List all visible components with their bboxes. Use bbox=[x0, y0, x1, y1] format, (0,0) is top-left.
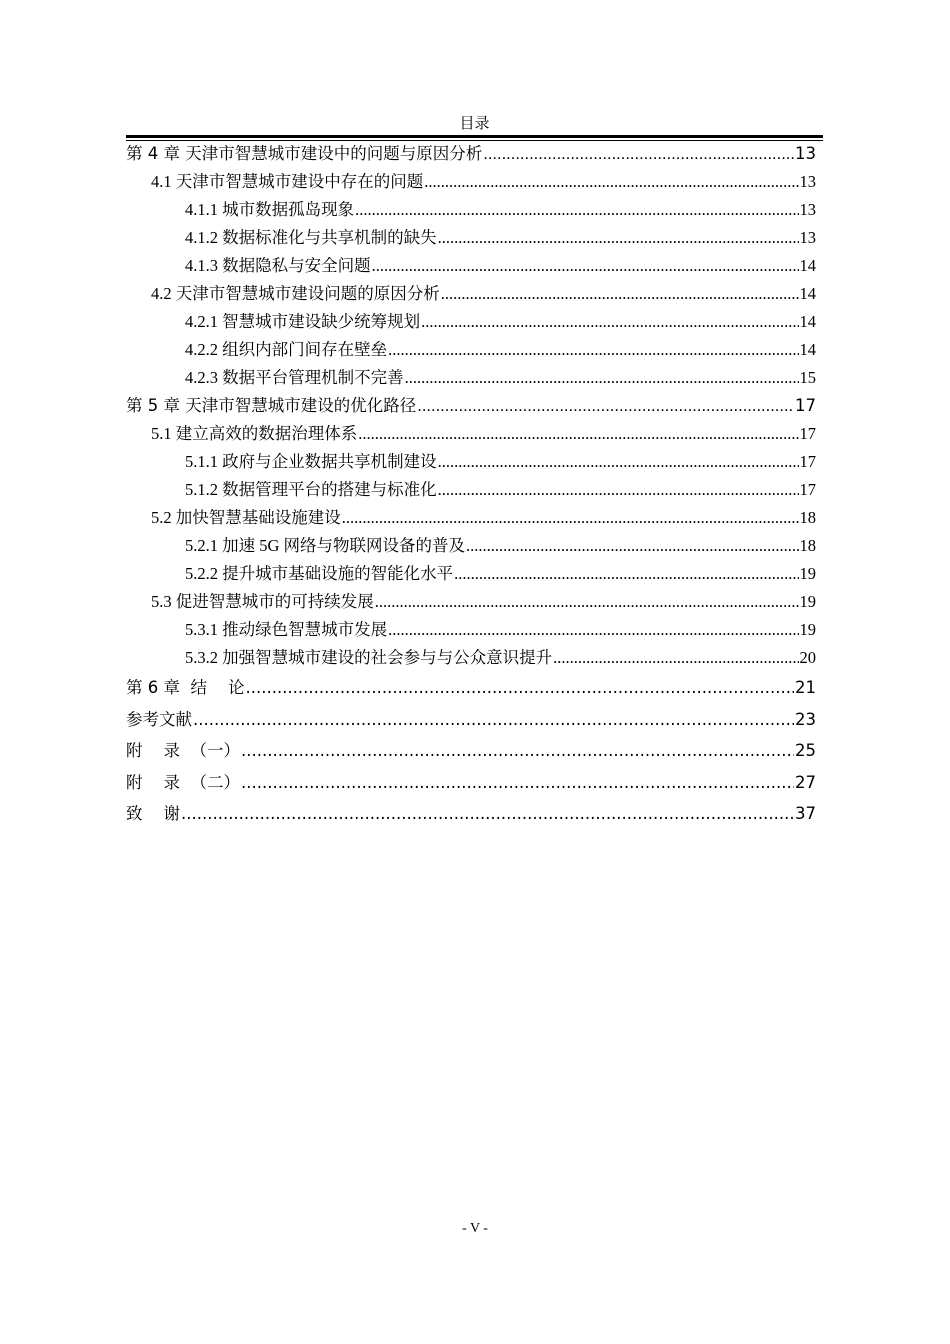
toc-leader-dots bbox=[405, 364, 799, 392]
toc-entry-page: 23 bbox=[795, 709, 816, 729]
toc-entry-title: 5.3.2 加强智慧城市建设的社会参与与公众意识提升 bbox=[185, 648, 553, 667]
toc-leader-dots bbox=[245, 672, 794, 704]
toc-entry-page: 15 bbox=[799, 368, 816, 387]
toc-entry-page: 21 bbox=[795, 678, 816, 697]
toc-entry-page: 14 bbox=[799, 256, 816, 275]
toc-entry-page: 25 bbox=[795, 741, 816, 760]
toc-leader-dots bbox=[483, 140, 794, 168]
toc-entry-section-5-2[interactable] bbox=[126, 504, 816, 532]
toc-entry-page: 17 bbox=[799, 452, 816, 471]
toc-entry-title: 5.2.1 加速 5G 网络与物联网设备的普及 bbox=[185, 536, 466, 555]
toc-leader-dots bbox=[466, 532, 798, 560]
toc-leader-dots bbox=[388, 336, 798, 364]
toc-entry-title: 4.2.3 数据平台管理机制不完善 bbox=[185, 368, 404, 387]
toc-leader-dots bbox=[241, 735, 794, 767]
toc-leader-dots bbox=[388, 616, 798, 644]
toc-entry-page: 14 bbox=[799, 312, 816, 331]
header-rule-thick bbox=[126, 135, 823, 138]
toc-entry-page: 13 bbox=[799, 228, 816, 247]
toc-leader-dots bbox=[355, 196, 798, 224]
toc-entry-page: 19 bbox=[799, 620, 816, 639]
toc-entry-section-4-2-2[interactable] bbox=[126, 336, 816, 364]
toc-leader-dots bbox=[193, 704, 794, 736]
toc-entry-title: 5.1 建立高效的数据治理体系 bbox=[151, 424, 358, 443]
toc-entry-acknowledgements[interactable] bbox=[126, 798, 816, 830]
toc-leader-dots bbox=[553, 644, 798, 672]
toc-entry-section-4-2[interactable] bbox=[126, 280, 816, 308]
toc-entry-section-5-1-1[interactable] bbox=[126, 448, 816, 476]
toc-entry-section-5-2-2[interactable] bbox=[126, 560, 816, 588]
toc-entry-page: 13 bbox=[799, 200, 816, 219]
toc-entry-title: 5.1.1 政府与企业数据共享机制建设 bbox=[185, 452, 437, 471]
toc-entry-page: 17 bbox=[799, 480, 816, 499]
toc-entry-page: 18 bbox=[799, 508, 816, 527]
toc-entry-page: 20 bbox=[799, 648, 816, 667]
toc-entry-section-5-1-2[interactable] bbox=[126, 476, 816, 504]
toc-entry-title: 5.1.2 数据管理平台的搭建与标准化 bbox=[185, 480, 437, 499]
toc-entry-chapter-6[interactable] bbox=[126, 672, 816, 704]
toc-entry-page: 19 bbox=[799, 564, 816, 583]
table-of-contents bbox=[126, 140, 816, 830]
toc-entry-section-4-1-1[interactable] bbox=[126, 196, 816, 224]
toc-entry-title: 4.1.3 数据隐私与安全问题 bbox=[185, 256, 371, 275]
toc-entry-page: 13 bbox=[799, 172, 816, 191]
toc-entry-page: 14 bbox=[799, 340, 816, 359]
toc-entry-title: 第 4 章 天津市智慧城市建设中的问题与原因分析 bbox=[126, 144, 483, 163]
toc-entry-section-4-2-1[interactable] bbox=[126, 308, 816, 336]
toc-entry-page: 17 bbox=[795, 396, 816, 415]
toc-leader-dots bbox=[241, 767, 794, 799]
toc-entry-chapter-4[interactable] bbox=[126, 140, 816, 168]
toc-entry-title: 4.2.2 组织内部门间存在壁垒 bbox=[185, 340, 388, 359]
toc-entry-appendix-2[interactable] bbox=[126, 767, 816, 799]
toc-leader-dots bbox=[441, 280, 799, 308]
toc-entry-page: 18 bbox=[799, 536, 816, 555]
toc-entry-references[interactable] bbox=[126, 704, 816, 736]
toc-entry-title: 5.3.1 推动绿色智慧城市发展 bbox=[185, 620, 388, 639]
toc-entry-title: 附 录 （一） bbox=[126, 741, 240, 760]
toc-entry-page: 37 bbox=[795, 804, 816, 823]
toc-entry-title: 5.2.2 提升城市基础设施的智能化水平 bbox=[185, 564, 454, 583]
toc-leader-dots bbox=[375, 588, 799, 616]
toc-entry-chapter-5[interactable] bbox=[126, 392, 816, 420]
toc-entry-page: 27 bbox=[795, 772, 816, 792]
toc-entry-section-5-3[interactable] bbox=[126, 588, 816, 616]
toc-entry-title: 4.2.1 智慧城市建设缺少统筹规划 bbox=[185, 312, 421, 331]
toc-entry-section-4-2-3[interactable] bbox=[126, 364, 816, 392]
toc-entry-section-5-2-1[interactable] bbox=[126, 532, 816, 560]
toc-entry-title: 附 录 （二） bbox=[126, 772, 240, 792]
toc-entry-title: 4.1 天津市智慧城市建设中存在的问题 bbox=[151, 172, 424, 191]
toc-entry-title: 第 5 章 天津市智慧城市建设的优化路径 bbox=[126, 396, 417, 415]
running-header-title: 目录 bbox=[459, 116, 490, 132]
toc-leader-dots bbox=[417, 392, 794, 420]
toc-leader-dots bbox=[372, 252, 799, 280]
toc-entry-title: 5.3 促进智慧城市的可持续发展 bbox=[151, 592, 374, 611]
toc-entry-section-4-1-3[interactable] bbox=[126, 252, 816, 280]
toc-entry-page: 14 bbox=[799, 284, 816, 303]
toc-entry-title: 第 6 章 结 论 bbox=[126, 678, 245, 697]
toc-entry-page: 17 bbox=[799, 424, 816, 443]
page-number: - V - bbox=[462, 1221, 488, 1236]
toc-leader-dots bbox=[358, 420, 798, 448]
toc-leader-dots bbox=[438, 448, 799, 476]
toc-entry-section-5-3-1[interactable] bbox=[126, 616, 816, 644]
toc-entry-title: 4.1.1 城市数据孤岛现象 bbox=[185, 200, 355, 219]
toc-entry-title: 5.2 加快智慧基础设施建设 bbox=[151, 508, 341, 527]
toc-entry-section-4-1-2[interactable] bbox=[126, 224, 816, 252]
toc-leader-dots bbox=[421, 308, 798, 336]
toc-leader-dots bbox=[438, 476, 799, 504]
toc-entry-page: 19 bbox=[799, 592, 816, 611]
toc-entry-section-5-1[interactable] bbox=[126, 420, 816, 448]
toc-entry-page: 13 bbox=[795, 144, 816, 163]
toc-entry-title: 4.1.2 数据标准化与共享机制的缺失 bbox=[185, 228, 437, 247]
toc-entry-title: 4.2 天津市智慧城市建设问题的原因分析 bbox=[151, 284, 440, 303]
toc-entry-section-4-1[interactable] bbox=[126, 168, 816, 196]
toc-leader-dots bbox=[454, 560, 798, 588]
toc-entry-title: 致 谢 bbox=[126, 804, 180, 823]
toc-leader-dots bbox=[424, 168, 798, 196]
toc-entry-title: 参考文献 bbox=[126, 709, 192, 729]
toc-entry-appendix-1[interactable] bbox=[126, 735, 816, 767]
toc-entry-section-5-3-2[interactable] bbox=[126, 644, 816, 672]
toc-leader-dots bbox=[342, 504, 799, 532]
toc-leader-dots bbox=[181, 798, 794, 830]
toc-leader-dots bbox=[438, 224, 799, 252]
